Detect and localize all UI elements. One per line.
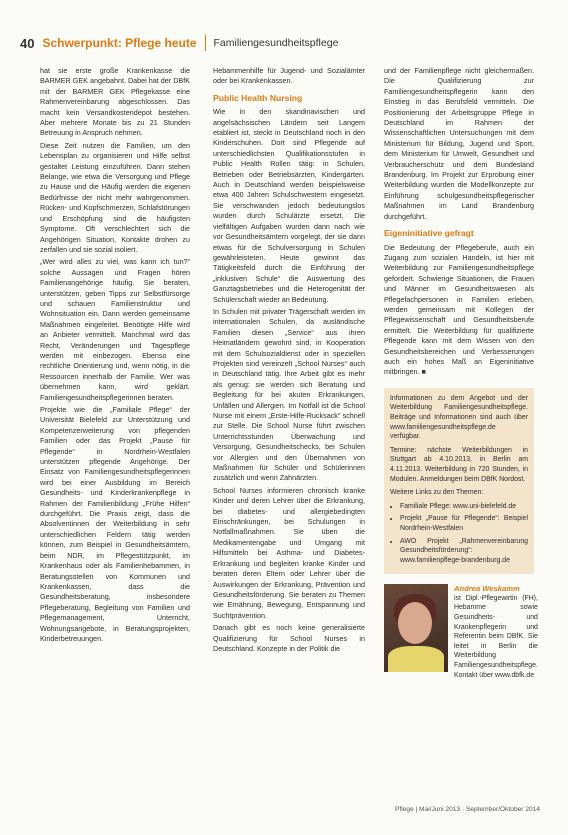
paragraph: „Wer wird alles zu viel, was kann ich tun?“ solche Aussagen und Fragen hören Familienangehörige häufig. Sie beraten, unterstützen, geben Tipps zur Selbstfürsorge und schauen Familienstruktur und Wohnsituation ein. Dann werden gemeinsame Maßnahmen eingeleitet. Benötigte Hilfe wird an Anbieter vermittelt. Manchmal wird das Recht, Veränderungen und Tagespflege werden mit einbezogen. Ebenso eine rechtliche Orientierung und, wenn nötig, in die Ressourcen innerhalb der Familie. Wer was übernehmen kann, wird geklärt. Familiengesundheitspflegerinnen beraten. (40, 257, 190, 402)
info-intro: Informationen zu dem Angebot und der Weiterbildung Familiengesundheitspflege. Beiträge und Informationen sind auch über www.familiengesundheitspflege.de verfügbar. (390, 394, 528, 441)
paragraph: Hebammenhilfe für Jugend- und Sozialämter oder bei Krankenkassen. (213, 66, 365, 86)
page-footer: Pflege | Mai/Juni 2013 · September/Oktober 2014 (394, 806, 540, 813)
subsection-title: Familiengesundheitspflege (213, 37, 339, 49)
section-heading-public-health: Public Health Nursing (213, 92, 303, 103)
paragraph: Diese Zeit nutzen die Familien, um den Lebensplan zu organisieren und Hilfe selbst gestaltet Leistung einzuführen. Dann stehen Belange, wie etwa die Versorgung und Pflege zu Hause und die Häufig werden die eigenen Bedürfnisse der nicht mehr wahrgenommen. Rücken- und Kopfschmerzen, Schlafstörungen und Erschöpfung sind die häufigsten Symptome. Oft verschlechtert sich die Angehörigen Situation, Kontakte drohen zu zerfallen und sie sozial isoliert. (40, 140, 190, 254)
info-links-list (390, 502, 528, 566)
info-link[interactable]: • Familiale Pflege: www.uni-bielefeld.de (400, 502, 528, 512)
column-3 (384, 66, 538, 680)
paragraph: In Schulen mit privater Trägerschaft werden im internationalen Schulen, da ausländische Familien diesen „Service“ aus ihren Heimatländern gewohnt sind, in Kooperation mit dem Schulsozialdienst oder in speziellen Projekten sind vereinzelt „School Nurses“ auch in Deutschland tätig. Ihre Arbeit gibt es mehr als genug: sie werden sich Beratung und Begleitung für bei akuten Erkrankungen, Unfällen und Allergien. Im Notfall ist die School Nurse mit einem „Erste-Hilfe-Rucksack“ schnell zur Stelle. Die School Nurse führt zwischen Unterrichtsstunden Überwachung und Versorgung, Gesundheitschecks, bei Schulen vor Allergien und den Übernahmen von Maßnahmen für Schüler und Schülerinnen zusätzlich und wenn Zahnärzten. (213, 306, 365, 483)
section-heading-eigeninitiative: Eigeninitiative gefragt (384, 228, 474, 239)
column-2 (213, 66, 365, 656)
column-1 (40, 66, 190, 646)
page-header (20, 32, 548, 54)
author-box (384, 584, 538, 680)
info-link[interactable]: • AWO Projekt „Rahmenvereinbarung Gesundheitsförderung“: www.familienpflege-brandenburg.de (400, 537, 528, 566)
paragraph: Danach gibt es noch keine generalisierte Qualifizierung für School Nurses in Deutschland. Konzepte in der Politik die (213, 623, 365, 653)
info-box (384, 388, 534, 575)
paragraph: hat sie erste große Krankenkasse die BARMER GEK angebahnt. Dabei hat der DBfK mit der BARMER GEK Pflegekasse eine Rahmenvereinbarung abgeschlossen. Das macht kein Versandkostendepot bestehen. Aber mehrere Monate bis zu 21 Stunden Betreuung in Anspruch nehmen. (40, 66, 190, 138)
author-bio: ist Dipl.-Pflegewirtin (FH), Hebamme sowie Gesundheits- und Krankenpflegerin und Referentin beim DBfK. Sie leitet in Berlin die Weiterbildung Familiengesundheitspflege. Kontakt über www.dbfk.de (454, 594, 538, 679)
section-title: Schwerpunkt: Pflege heute (42, 36, 197, 50)
author-bio-block (454, 584, 538, 680)
paragraph: Projekte wie die „Familiale Pflege“ der Universität Bielefeld zur Unterstützung und Kompetenzerweiterung von pflegenden Familien oder das Projekt „Pause für Pflegende“ in Nordrhein-Westfalen unterstützen pflegende Angehörige. Der Einsatz von Familiengesundheitspflegerinnen wird bei einer Ausbildung im Bereich Gesundheits- und Kinderkrankenpflege in Rahmen der Familienbildung „Frühe Hilfen“ durchgeführt. Die Praxis zeigt, dass die Absolventinnen der Weiterbildung in sehr unterschiedlichen Feldern tätig werden können, zum Beispiel in Gesundheitsämtern, beim NDR, im Pflegestützpunkt, im Krankenhaus oder als Familienhebammen, in Beratungsstellen von Kommunen und Krankenkassen, dass die Gesundheitsberatung, insbesondere Pflegeberatung, Begleitung von Familien und Pflegemanagement, Unterricht, Wohnungsangebote, in Beratungsprojekten, Kinderbetreuungen. (40, 405, 190, 643)
info-link[interactable]: • Projekt „Pause für Pflegende“: Beispiel Nordrhein-Westfalen (400, 514, 528, 533)
page-number: 40 (20, 35, 35, 51)
header-divider (205, 35, 206, 51)
paragraph: und der Familienpflege nicht gleichermaßen. Die Qualifizierung zur Familiengesundheitspflegerin kann den Einstieg in das Berufsfeld vermitteln. Die Positionierung der Arbeitsgruppe Pflege in Deutschland im Rahmen der Wissenschaftlichen Untersuchungen mit dem Ministerium für Bildung, Jugend und Sport, dem Ministerium für Umwelt, Gesundheit und Verbraucherschutz und dem Bundesland Brandenburg. Im Projekt zur Erprobung einer Weiterbildung wurden die Modellkonzepte zur Einführung schulgesundheitspflegerischer Maßnahmen im Land Brandenburg durchgeführt. (384, 66, 534, 221)
paragraph: School Nurses informieren chronisch kranke Kinder und deren Lehrer über die Erkrankung, bei diabetes- und allergiebedingten Einschränkungen, bei Schulungen in Notfallmaßnahmen. Sie üben die Medikamentengabe und Umgang mit Hilfsmitteln bei Asthma- und Diabetes-Erkrankung und begleiten kranke Kinder und beraten deren Eltern oder Lehrer über die Auswirkungen der Erkrankung, Prävention und Gesundheitsförderung. Sie beraten zu Themen wie Ernährung, Bewegung, Entspannung und Suchtprävention. (213, 485, 365, 620)
info-links-title: Weitere Links zu den Themen: (390, 489, 484, 497)
author-photo (384, 584, 448, 672)
author-name: Andrea Weskamm (454, 584, 520, 594)
paragraph: Wie in den skandinavischen und angelsächsischen Ländern seit Langem etabliert ist, steckt in Deutschland noch in den Kinderschuhen. Dort sind Pflegende auf unterschiedlichsten Qualifikationsstufen in Public Health Rollen tätig: in Schulen, Betrieben oder Betriebsärzten, Kindergärten. Auch in Deutschland werden beispielsweise etwa 400 Jahren Schulschwestern eingesetzt. Sie verschwanden jedoch bedeutungslos wurden durch Schulärzte ersetzt. Die vielfältigen Aufgaben wurden dann nach wie vor Gesundheitsämtern vorgelegt, der sie dann etwas für die Schulversorgung in Schulen gewährleisteten. Heute gewinnt das Tätigkeitsfeld durch die Einführung der „inklusiven Schule“ die Auswertung des Ganztagsbetriebes und die Heterogenität der Schülerschaft wieder an Bedeutung. (213, 107, 365, 304)
info-dates: Termine: nächste Weiterbildungen in Stuttgart ab 4.10.2013, in Berlin am 4.11.2013. Weiterbildung in 720 Stunden, in Modulen. Anmeldungen beim DBfK Nordost. (390, 446, 528, 483)
paragraph: Die Bedeutung der Pflegeberufe, auch ein Zugang zum sozialen Handeln, ist hier mit Weiterbildung zur Familiengesundheitspflege gefordert. Schwierige Situationen, die Frauen und Männer im Gesundheitswesen als Pflegefachpersonen in Familien erleben, werden gemeinsam mit Kollegen der Pflegewissenschaft und Gesundheitsberufe ermittelt. Die Weiterbildung für qualifizierte Pflegende kann mit dem Wissen von den Gesundheitsbereichen und Verbesserungen auch ein hohes Maß an Eigeninitiative mitbringen. ■ (384, 242, 534, 377)
